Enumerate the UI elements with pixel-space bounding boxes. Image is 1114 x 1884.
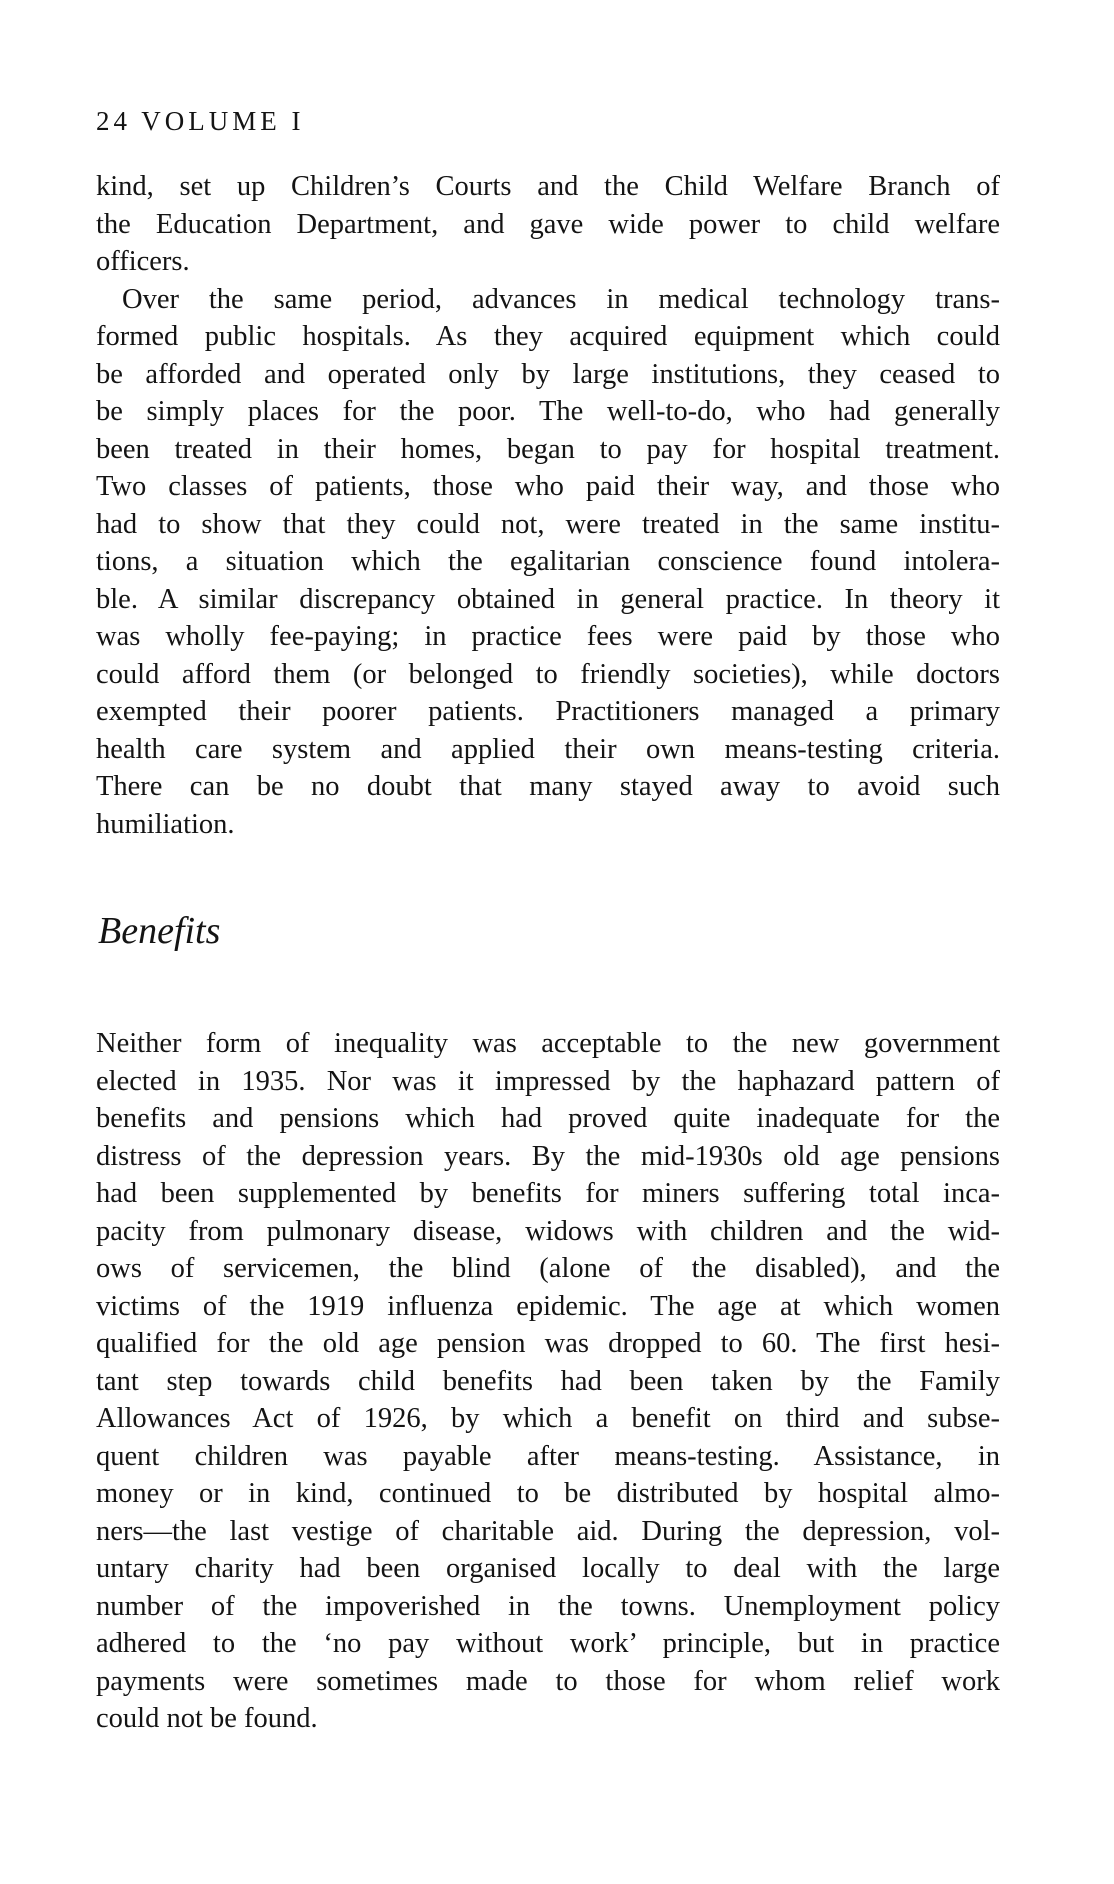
- text-line: Neither form of inequality was acceptable to the new government: [96, 1028, 1000, 1059]
- text-line: ows of servicemen, the blind (alone of the disabled), and the: [96, 1253, 1000, 1284]
- text-line: pacity from pulmonary disease, widows with children and the wid-: [96, 1215, 1000, 1247]
- text-line: quent children was payable after means-testing. Assistance, in: [96, 1440, 1000, 1472]
- text-line: was wholly fee-paying; in practice fees were paid by those who: [96, 621, 1000, 652]
- text-line: untary charity had been organised locally to deal with the large: [96, 1553, 1000, 1584]
- text-line: victims of the 1919 influenza epidemic. The age at which women: [96, 1290, 1000, 1322]
- text-line: money or in kind, continued to be distributed by hospital almo-: [96, 1478, 1000, 1509]
- text-line: Over the same period, advances in medical technology trans-: [122, 283, 1000, 315]
- text-line: ble. A similar discrepancy obtained in general practice. In theory it: [96, 583, 1000, 615]
- text-line: elected in 1935. Nor was it impressed by the haphazard pattern of: [96, 1065, 1000, 1097]
- running-title: VOLUME I: [141, 106, 305, 136]
- text-line: payments were sometimes made to those for whom relief work: [96, 1665, 1000, 1697]
- body-text-section-2: [96, 1025, 1000, 1738]
- text-line: benefits and pensions which had proved quite inadequate for the: [96, 1103, 1000, 1134]
- text-line: formed public hospitals. As they acquired equipment which could: [96, 321, 1000, 352]
- text-line: officers.: [96, 246, 190, 277]
- text-line: kind, set up Children’s Courts and the Child Welfare Branch of: [96, 171, 1000, 202]
- text-line: been treated in their homes, began to pay for hospital treatment.: [96, 433, 1000, 465]
- page-number: 24: [96, 106, 131, 136]
- text-line: tions, a situation which the egalitarian conscience found intolera-: [96, 546, 1000, 577]
- text-line: number of the impoverished in the towns. Unemployment policy: [96, 1590, 1000, 1622]
- text-line: Allowances Act of 1926, by which a benefit on third and subse-: [96, 1403, 1000, 1434]
- text-line: adhered to the ‘no pay without work’ principle, but in practice: [96, 1628, 1000, 1659]
- text-line: health care system and applied their own means-testing criteria.: [96, 733, 1000, 765]
- text-line: distress of the depression years. By the mid-1930s old age pensions: [96, 1140, 1000, 1172]
- text-line: could afford them (or belonged to friendly societies), while doctors: [96, 658, 1000, 690]
- running-header: [96, 108, 305, 135]
- text-line: the Education Department, and gave wide power to child welfare: [96, 208, 1000, 240]
- text-line: exempted their poorer patients. Practitioners managed a primary: [96, 696, 1000, 727]
- text-line: had been supplemented by benefits for miners suffering total inca-: [96, 1178, 1000, 1209]
- section-heading: Benefits: [98, 910, 221, 952]
- text-line: be afforded and operated only by large institutions, they ceased to: [96, 358, 1000, 390]
- text-line: qualified for the old age pension was dropped to 60. The first hesi-: [96, 1328, 1000, 1359]
- text-line: There can be no doubt that many stayed away to avoid such: [96, 771, 1000, 802]
- body-text-section-1: [96, 168, 1000, 843]
- text-line: Two classes of patients, those who paid their way, and those who: [96, 471, 1000, 502]
- text-line: could not be found.: [96, 1703, 318, 1734]
- text-line: be simply places for the poor. The well-to-do, who had generally: [96, 396, 1000, 427]
- text-line: ners—the last vestige of charitable aid. During the depression, vol-: [96, 1515, 1000, 1547]
- text-line: tant step towards child benefits had been taken by the Family: [96, 1365, 1000, 1397]
- text-line: humiliation.: [96, 808, 235, 840]
- text-line: had to show that they could not, were treated in the same institu-: [96, 508, 1000, 540]
